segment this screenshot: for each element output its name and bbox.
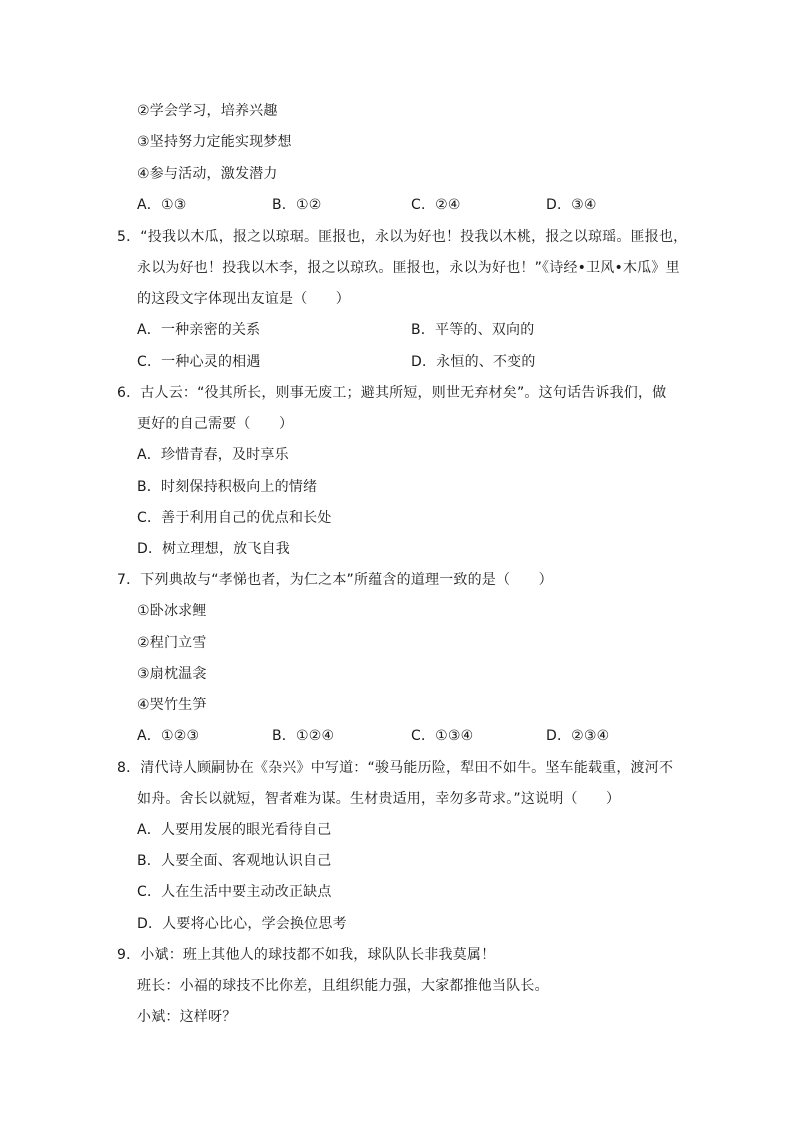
q4-option-d[interactable]: D．③④ xyxy=(546,197,597,213)
q8-option-c[interactable]: C．人在生活中要主动改正缺点 xyxy=(137,884,332,900)
q7-item-4: ④哭竹生笋 xyxy=(137,697,207,713)
q7-option-a[interactable]: A．①②③ xyxy=(137,728,200,744)
q6-stem-line-2: 更好的自己需要（ ） xyxy=(137,416,294,432)
q8-option-d[interactable]: D．人要将心比心，学会换位思考 xyxy=(137,916,347,932)
q4-option-c[interactable]: C．②④ xyxy=(411,197,461,213)
q5-option-a[interactable]: A．一种亲密的关系 xyxy=(137,322,261,338)
q7-item-2: ②程门立雪 xyxy=(137,635,207,651)
q8-option-b[interactable]: B．人要全面、客观地认识自己 xyxy=(137,853,332,869)
q4-option-b[interactable]: B．①② xyxy=(272,197,322,213)
q6-option-a[interactable]: A．珍惜青春，及时享乐 xyxy=(137,447,289,463)
q7-item-3: ③扇枕温衾 xyxy=(137,666,207,682)
q6-option-b[interactable]: B．时刻保持积极向上的情绪 xyxy=(137,479,318,495)
q8-stem-line-2: 如舟。舍长以就短，智者难为谋。生材贵适用，幸勿多苛求。”这说明（ ） xyxy=(137,791,621,807)
q5-stem-line-1: 5．“投我以木瓜，报之以琼琚。匪报也，永以为好也！投我以木桃，报之以琼瑶。匪报也， xyxy=(117,229,688,245)
q8-option-a[interactable]: A．人要用发展的眼光看待自己 xyxy=(137,822,332,838)
q8-stem-line-1: 8．清代诗人顾嗣协在《杂兴》中写道：“骏马能历险，犁田不如牛。坚车能载重，渡河不 xyxy=(117,760,674,776)
q7-stem-line-1: 7．下列典故与“孝悌也者，为仁之本”所蕴含的道理一致的是（ ） xyxy=(117,572,553,588)
q5-stem-line-2: 永以为好也！投我以木李，报之以琼玖。匪报也，永以为好也！”《诗经•卫风•木瓜》里 xyxy=(137,260,680,276)
q4-item-3: ③坚持努力定能实现梦想 xyxy=(137,134,292,150)
q5-option-d[interactable]: D．永恒的、不变的 xyxy=(411,354,536,370)
q7-option-c[interactable]: C．①③④ xyxy=(411,728,474,744)
q5-stem-line-3: 的这段文字体现出友谊是（ ） xyxy=(137,291,350,307)
q4-item-4: ④参与活动，激发潜力 xyxy=(137,166,278,182)
q7-item-1: ①卧冰求鲤 xyxy=(137,603,207,619)
q6-option-c[interactable]: C．善于利用自己的优点和长处 xyxy=(137,510,332,526)
q6-option-d[interactable]: D．树立理想，放飞自我 xyxy=(137,541,290,557)
q4-item-2: ②学会学习，培养兴趣 xyxy=(137,103,278,119)
q7-option-d[interactable]: D．②③④ xyxy=(546,728,610,744)
q9-dialogue-line-1: 9．小斌：班上其他人的球技都不如我，球队队长非我莫属！ xyxy=(117,947,496,963)
q5-option-c[interactable]: C．一种心灵的相遇 xyxy=(137,354,261,370)
q7-option-b[interactable]: B．①②④ xyxy=(272,728,335,744)
q9-dialogue-line-2: 班长：小福的球技不比你差，且组织能力强，大家都推他当队长。 xyxy=(137,978,549,994)
q5-option-b[interactable]: B．平等的、双向的 xyxy=(411,322,535,338)
q6-stem-line-1: 6．古人云：“役其所长，则事无废工；避其所短，则世无弃材矣”。这句话告诉我们，做 xyxy=(117,385,667,401)
q9-dialogue-line-3: 小斌：这样呀？ xyxy=(137,1009,237,1025)
q4-option-a[interactable]: A．①③ xyxy=(137,197,187,213)
